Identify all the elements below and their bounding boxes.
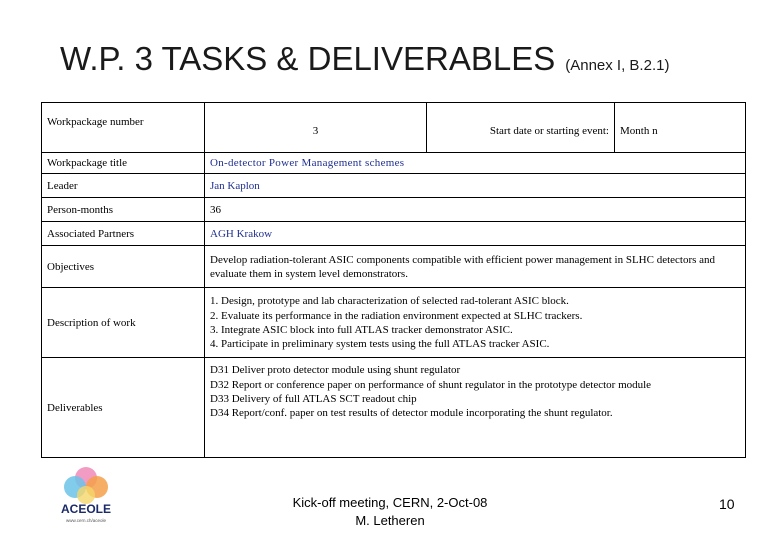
row-leader	[42, 174, 746, 198]
row-wp-title	[42, 153, 746, 174]
description-item: 4. Participate in preliminary system tests using the full ATLAS tracker ASIC.	[210, 338, 550, 351]
slide-subtitle: (Annex I, B.2.1)	[565, 57, 670, 74]
person-months-label: Person-months	[42, 198, 205, 222]
page-number: 10	[719, 496, 735, 512]
wp-number-label: Workpackage number	[42, 103, 205, 153]
aceole-logo-graphic	[53, 465, 119, 525]
description-label: Description of work	[42, 288, 205, 358]
workpackage-table	[41, 102, 746, 458]
row-partners	[42, 222, 746, 246]
row-objectives	[42, 246, 746, 288]
wp-title-value: On-detector Power Management schemes	[205, 153, 746, 174]
partners-value: AGH Krakow	[205, 222, 746, 246]
deliverable-item: D31 Deliver proto detector module using shunt regulator	[210, 364, 461, 377]
row-wp-number	[42, 103, 746, 153]
slide-title	[60, 40, 669, 78]
logo-name: ACEOLE	[60, 502, 112, 516]
footer-meeting: Kick-off meeting, CERN, 2-Oct-08	[292, 495, 488, 510]
slide-title-text: W.P. 3 TASKS & DELIVERABLES	[60, 40, 556, 77]
deliverable-item: D34 Report/conf. paper on test results of detector module incorporating the shunt regulator.	[210, 407, 613, 420]
logo-url: www.cern.ch/aceole	[65, 518, 107, 523]
deliverable-item: D33 Delivery of full ATLAS SCT readout chip	[210, 392, 417, 405]
deliverables-label: Deliverables	[42, 358, 205, 458]
start-date-value: Month n	[615, 103, 746, 153]
row-deliverables	[42, 358, 746, 458]
objectives-label: Objectives	[42, 246, 205, 288]
aceole-logo	[53, 465, 119, 525]
wp-number-value: 3	[205, 103, 427, 153]
deliverables-value	[205, 358, 746, 458]
person-months-value: 36	[205, 198, 746, 222]
footer	[260, 494, 520, 529]
description-item: 2. Evaluate its performance in the radiation environment expected at SLHC trackers.	[210, 309, 583, 322]
wp-title-label: Workpackage title	[42, 153, 205, 174]
leader-label: Leader	[42, 174, 205, 198]
row-description	[42, 288, 746, 358]
footer-author: M. Letheren	[355, 512, 425, 528]
description-item: 3. Integrate ASIC block into full ATLAS tracker demonstrator ASIC.	[210, 323, 513, 336]
deliverable-item: D32 Report or conference paper on performance of shunt regulator in the prototype detector module	[210, 378, 652, 391]
description-value	[205, 288, 746, 358]
leader-value: Jan Kaplon	[205, 174, 746, 198]
row-person-months	[42, 198, 746, 222]
partners-label: Associated Partners	[42, 222, 205, 246]
start-date-label: Start date or starting event:	[427, 103, 615, 153]
description-item: 1. Design, prototype and lab characterization of selected rad-tolerant ASIC block.	[210, 295, 569, 308]
objectives-value: Develop radiation-tolerant ASIC components compatible with efficient power management in SLHC detectors and evaluate them in system level demonstrators.	[205, 246, 746, 288]
